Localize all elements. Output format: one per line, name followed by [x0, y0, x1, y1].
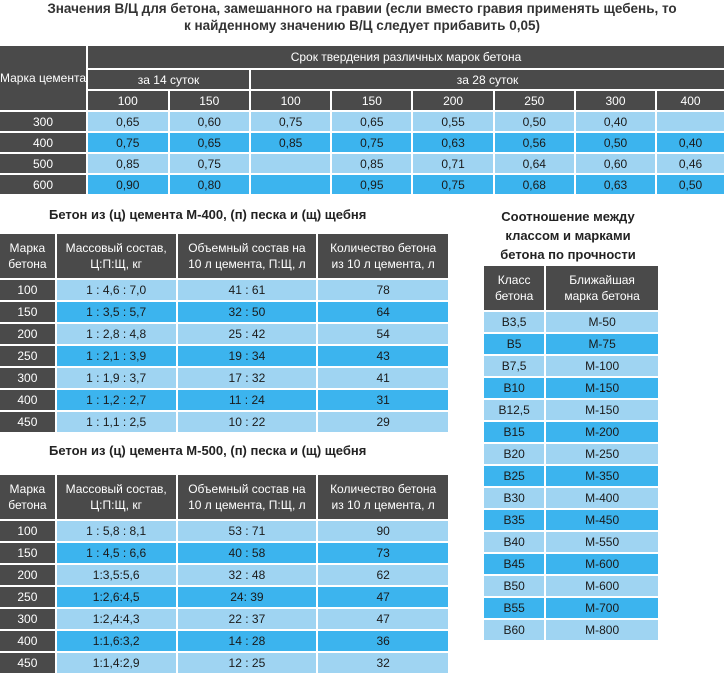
- table-cell: 0,75: [251, 112, 330, 131]
- table-cell: 22 : 37: [178, 609, 317, 629]
- row-label: 300: [0, 609, 55, 629]
- table-cell: 41 : 61: [178, 280, 317, 300]
- table-cell: B7,5: [484, 356, 544, 376]
- table-row: [0, 280, 448, 300]
- table-row: [0, 565, 448, 585]
- table-cell: 1:2,4:4,3: [57, 609, 176, 629]
- table-row: [0, 133, 724, 152]
- row-label: 500: [0, 154, 86, 173]
- table-cell: 1:2,6:4,5: [57, 587, 176, 607]
- table-row: [0, 587, 448, 607]
- table-row: [484, 510, 658, 530]
- table-cell: 1 : 1,9 : 3,7: [57, 368, 176, 388]
- curing-period-header: Срок твердения различных марок бетона: [88, 46, 724, 68]
- row-label: 400: [0, 390, 55, 410]
- table-cell: 31: [318, 390, 448, 410]
- table-cell: 24: 39: [178, 587, 317, 607]
- grade-header: 100: [251, 91, 330, 110]
- table-cell: B50: [484, 576, 544, 596]
- table-cell: 62: [318, 565, 448, 585]
- table-row: [484, 532, 658, 552]
- table-cell: 0,40: [657, 133, 724, 152]
- table-cell: 0,75: [88, 133, 168, 152]
- grade-header: 150: [332, 91, 411, 110]
- table-cell: 90: [318, 521, 448, 541]
- col-volume-composition: Объемный состав на 10 л цемента, П:Щ, л: [178, 234, 317, 278]
- table-cell: B3,5: [484, 312, 544, 332]
- table-cell: 1:1,4:2,9: [57, 653, 176, 673]
- table-cell: B5: [484, 334, 544, 354]
- table-cell: 0,95: [332, 175, 411, 194]
- table-row: [484, 554, 658, 574]
- col-concrete-class: Класс бетона: [484, 266, 544, 310]
- table-cell: B20: [484, 444, 544, 464]
- table-cell: 54: [318, 324, 448, 344]
- table-cell: 10 : 22: [178, 412, 317, 432]
- table-cell: M-550: [546, 532, 658, 552]
- table-cell: 0,50: [576, 133, 655, 152]
- row-label: 100: [0, 521, 55, 541]
- m500-table-heading: Бетон из (ц) цемента М-500, (п) песка и (щ) щебня: [49, 443, 367, 458]
- table-row: [0, 390, 448, 410]
- table-row: [0, 302, 448, 322]
- table-cell: M-75: [546, 334, 658, 354]
- table-cell: 53 : 71: [178, 521, 317, 541]
- table-cell: 1 : 4,6 : 7,0: [57, 280, 176, 300]
- table-cell: 0,65: [332, 112, 411, 131]
- grade-header: 200: [413, 91, 492, 110]
- table-cell: 1:1,6:3,2: [57, 631, 176, 651]
- table-cell: 0,85: [332, 154, 411, 173]
- wc-ratio-table: [0, 44, 724, 196]
- table-cell: B35: [484, 510, 544, 530]
- table-row: [484, 378, 658, 398]
- table-cell: 1 : 2,8 : 4,8: [57, 324, 176, 344]
- table-cell: M-50: [546, 312, 658, 332]
- row-label: 250: [0, 587, 55, 607]
- period-14-days: за 14 суток: [88, 70, 249, 89]
- table-cell: 40 : 58: [178, 543, 317, 563]
- title-line-2: к найденному значению В/Ц следует прибавить 0,05): [184, 18, 540, 33]
- row-label: 450: [0, 653, 55, 673]
- table-cell: 0,50: [657, 175, 724, 194]
- table-row: [484, 422, 658, 442]
- table-cell: 25 : 42: [178, 324, 317, 344]
- table-row: [484, 598, 658, 618]
- table-cell: 47: [318, 609, 448, 629]
- row-label: 300: [0, 368, 55, 388]
- table-cell: 0,50: [495, 112, 574, 131]
- table-cell: 0,46: [657, 154, 724, 173]
- title-line-1: Значения В/Ц для бетона, замешанного на гравии (если вместо гравия применять щебень, то: [47, 1, 677, 16]
- table-cell: 43: [318, 346, 448, 366]
- table-cell: B12,5: [484, 400, 544, 420]
- table-cell: M-200: [546, 422, 658, 442]
- table-cell: 12 : 25: [178, 653, 317, 673]
- page-title: [0, 0, 724, 34]
- row-label: 400: [0, 631, 55, 651]
- table-row: [484, 488, 658, 508]
- table-cell: M-100: [546, 356, 658, 376]
- table-cell: 0,75: [170, 154, 250, 173]
- table-cell: 0,63: [576, 175, 655, 194]
- table-cell: 1 : 5,8 : 8,1: [57, 521, 176, 541]
- table-cell: B45: [484, 554, 544, 574]
- table-row: [484, 400, 658, 420]
- grade-header: 250: [495, 91, 574, 110]
- table-cell: B25: [484, 466, 544, 486]
- table-row: [484, 466, 658, 486]
- table-cell: 73: [318, 543, 448, 563]
- class-to-brand-table: [482, 264, 660, 642]
- table-cell: 36: [318, 631, 448, 651]
- grade-header: 300: [576, 91, 655, 110]
- table-cell: 41: [318, 368, 448, 388]
- table-cell: 0,90: [88, 175, 168, 194]
- m500-mix-table: [0, 473, 450, 675]
- table-cell: 0,71: [413, 154, 492, 173]
- table-row: [0, 368, 448, 388]
- col-concrete-brand: Марка бетона: [0, 234, 55, 278]
- row-label: 200: [0, 324, 55, 344]
- grade-header: 100: [88, 91, 168, 110]
- row-label: 250: [0, 346, 55, 366]
- row-label: 400: [0, 133, 86, 152]
- row-label: 150: [0, 543, 55, 563]
- table-cell: 47: [318, 587, 448, 607]
- table-cell: 1 : 3,5 : 5,7: [57, 302, 176, 322]
- table-cell: [251, 175, 330, 194]
- table-cell: B60: [484, 620, 544, 640]
- m400-table-heading: Бетон из (ц) цемента М-400, (п) песка и (щ) щебня: [49, 207, 367, 222]
- table-cell: 0,85: [88, 154, 168, 173]
- table-row: [484, 444, 658, 464]
- table-row: [0, 521, 448, 541]
- table-cell: 0,63: [413, 133, 492, 152]
- table-row: [484, 334, 658, 354]
- table-cell: M-150: [546, 400, 658, 420]
- table-cell: M-400: [546, 488, 658, 508]
- table-cell: 0,65: [88, 112, 168, 131]
- table-cell: 0,60: [576, 154, 655, 173]
- col-concrete-brand: Марка бетона: [0, 475, 55, 519]
- table-row: [0, 412, 448, 432]
- table-cell: 19 : 34: [178, 346, 317, 366]
- table-cell: M-250: [546, 444, 658, 464]
- table-cell: [657, 112, 724, 131]
- table-cell: 1 : 1,1 : 2,5: [57, 412, 176, 432]
- table-cell: B40: [484, 532, 544, 552]
- row-label: 450: [0, 412, 55, 432]
- period-28-days: за 28 суток: [251, 70, 724, 89]
- table-cell: M-150: [546, 378, 658, 398]
- row-label: 150: [0, 302, 55, 322]
- table-cell: 11 : 24: [178, 390, 317, 410]
- table-cell: 0,56: [495, 133, 574, 152]
- table-cell: 0,64: [495, 154, 574, 173]
- table-cell: 1 : 1,2 : 2,7: [57, 390, 176, 410]
- table-row: [484, 356, 658, 376]
- table-cell: 1 : 4,5 : 6,6: [57, 543, 176, 563]
- table-cell: M-600: [546, 554, 658, 574]
- table-cell: 0,65: [170, 133, 250, 152]
- row-label: 600: [0, 175, 86, 194]
- table-row: [0, 543, 448, 563]
- table-cell: 0,85: [251, 133, 330, 152]
- table-cell: 1:3,5:5,6: [57, 565, 176, 585]
- grade-header: 400: [657, 91, 724, 110]
- table-cell: M-350: [546, 466, 658, 486]
- table-row: [0, 324, 448, 344]
- table-cell: B10: [484, 378, 544, 398]
- table-cell: 17 : 32: [178, 368, 317, 388]
- class-brand-heading: Соотношение между классом и марками бетона по прочности: [500, 209, 636, 262]
- table-cell: B30: [484, 488, 544, 508]
- grade-header: 150: [170, 91, 250, 110]
- table-row: [484, 576, 658, 596]
- table-cell: 32 : 50: [178, 302, 317, 322]
- table-cell: M-700: [546, 598, 658, 618]
- table-row: [484, 312, 658, 332]
- table-row: [0, 154, 724, 173]
- row-label: 200: [0, 565, 55, 585]
- col-mass-composition: Массовый состав, Ц:П:Щ, кг: [57, 234, 176, 278]
- table-cell: 64: [318, 302, 448, 322]
- table-cell: 32 : 48: [178, 565, 317, 585]
- col-mass-composition: Массовый состав, Ц:П:Щ, кг: [57, 475, 176, 519]
- col-concrete-quantity: Количество бетона из 10 л цемента, л: [318, 234, 448, 278]
- table-row: [0, 653, 448, 673]
- table-cell: 14 : 28: [178, 631, 317, 651]
- row-label: 100: [0, 280, 55, 300]
- row-label: 300: [0, 112, 86, 131]
- table-cell: 29: [318, 412, 448, 432]
- table-cell: 0,80: [170, 175, 250, 194]
- table-row: [0, 346, 448, 366]
- m400-mix-table: [0, 232, 450, 434]
- table-cell: 0,75: [332, 133, 411, 152]
- table-cell: B55: [484, 598, 544, 618]
- table-row: [0, 631, 448, 651]
- table-cell: [251, 154, 330, 173]
- table-row: [0, 609, 448, 629]
- table-cell: 32: [318, 653, 448, 673]
- table-cell: M-800: [546, 620, 658, 640]
- col-concrete-quantity: Количество бетона из 10 л цемента, л: [318, 475, 448, 519]
- table-cell: M-450: [546, 510, 658, 530]
- col-nearest-brand: Ближайшая марка бетона: [546, 266, 658, 310]
- table-row: [0, 112, 724, 131]
- table-cell: 78: [318, 280, 448, 300]
- table-cell: B15: [484, 422, 544, 442]
- table-cell: M-600: [546, 576, 658, 596]
- table-cell: 1 : 2,1 : 3,9: [57, 346, 176, 366]
- table-cell: 0,40: [576, 112, 655, 131]
- col-volume-composition: Объемный состав на 10 л цемента, П:Щ, л: [178, 475, 317, 519]
- table-cell: 0,55: [413, 112, 492, 131]
- table-cell: 0,75: [413, 175, 492, 194]
- cement-brand-header: Марка цемента: [0, 46, 86, 110]
- table-row: [484, 620, 658, 640]
- table-row: [0, 175, 724, 194]
- table-cell: 0,68: [495, 175, 574, 194]
- table-cell: 0,60: [170, 112, 250, 131]
